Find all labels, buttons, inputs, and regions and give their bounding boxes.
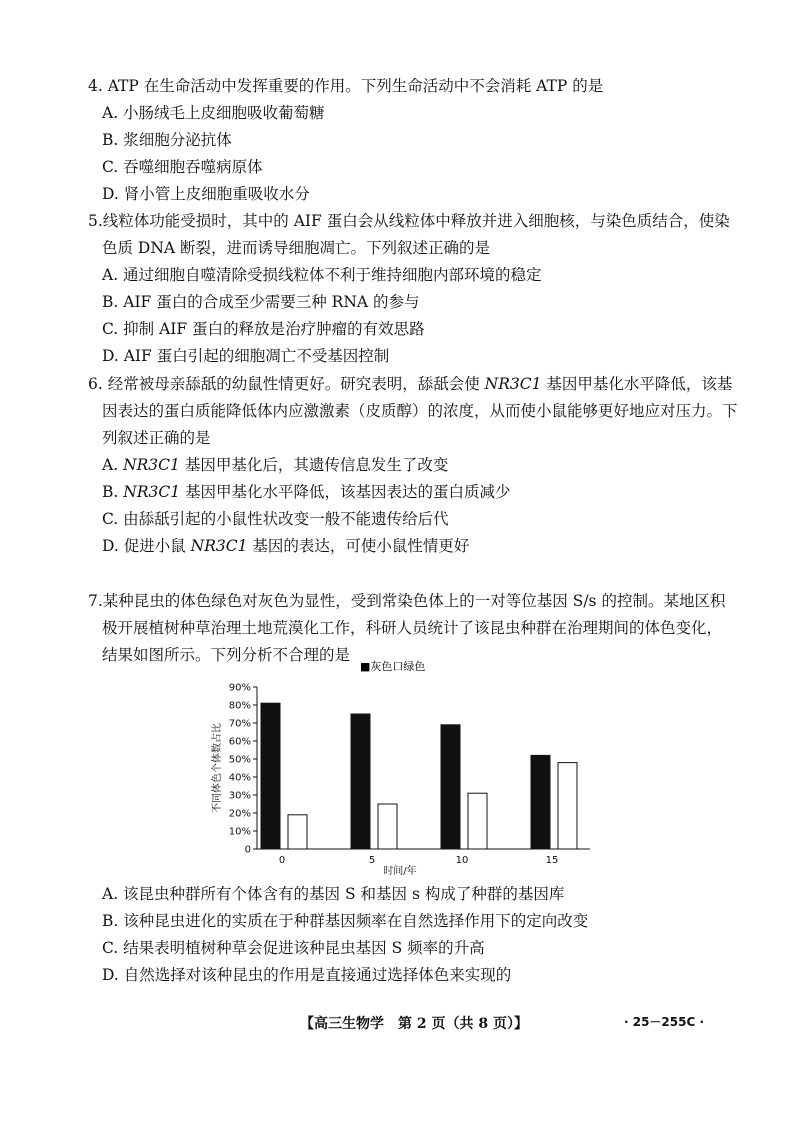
- y-axis-ticks: [229, 683, 257, 856]
- q5-stem-line-1: 5.线粒体功能受损时，其中的 AIF 蛋白会从线粒体中释放并进入细胞核，与染色质结合，使染: [88, 212, 730, 230]
- q5-option-a: A. 通过细胞自噬清除受损线粒体不利于维持细胞内部环境的稳定: [102, 266, 542, 284]
- footer-code: · 25－255C ·: [624, 1015, 705, 1029]
- x-tick-label: 10: [455, 855, 469, 866]
- bar-green: [288, 815, 307, 849]
- bar-green: [558, 763, 577, 849]
- q6-option-b-prefix: B.: [102, 483, 124, 501]
- y-tick-label: 0: [244, 844, 251, 856]
- question-6: [88, 373, 738, 557]
- q5-option-b: B. AIF 蛋白的合成至少需要三种 RNA 的参与: [102, 293, 420, 311]
- q5-stem-line-2: 色质 DNA 断裂，进而诱导细胞凋亡。下列叙述正确的是: [102, 239, 491, 257]
- q4-option-a: A. 小肠绒毛上皮细胞吸收葡萄糖: [102, 104, 325, 122]
- chart-legend: ■灰色口绿色: [360, 660, 426, 673]
- q7-stem-line-3: 结果如图所示。下列分析不合理的是: [102, 646, 351, 664]
- question-4: [88, 75, 728, 205]
- q6-option-a-text: 基因甲基化后，其遗传信息发生了改变: [179, 456, 449, 474]
- x-tick-label: 0: [278, 855, 286, 866]
- bar-gray: [531, 755, 550, 849]
- q5-option-d: D. AIF 蛋白引起的细胞凋亡不受基因控制: [102, 347, 390, 365]
- y-tick-label: 60%: [228, 736, 251, 748]
- bar-gray: [441, 725, 460, 849]
- gene-name: NR3C1: [123, 483, 181, 501]
- gene-name: NR3C1: [484, 375, 542, 393]
- y-tick-label: 50%: [228, 754, 251, 766]
- x-tick-label: 5: [368, 855, 376, 866]
- question-5: [88, 210, 728, 367]
- gene-name: NR3C1: [190, 537, 248, 555]
- q4-option-b: B. 浆细胞分泌抗体: [102, 131, 232, 149]
- x-tick-label: 15: [545, 855, 559, 866]
- q7-stem-line-2: 极开展植树种草治理土地荒漠化工作，科研人员统计了该昆虫种群在治理期间的体色变化，: [102, 619, 723, 637]
- y-tick-label: 40%: [228, 772, 251, 784]
- q6-stem-text-a: 6. 经常被母亲舔舐的幼鼠性情更好。研究表明，舔舐会使: [88, 375, 485, 393]
- y-tick-label: 80%: [228, 700, 251, 712]
- y-axis-label: 不同体色个体数占比: [212, 723, 223, 813]
- q4-stem: 4. ATP 在生命活动中发挥重要的作用。下列生命活动中不会消耗 ATP 的是: [88, 77, 604, 95]
- q7-option-b: B. 该种昆虫进化的实质在于种群基因频率在自然选择作用下的定向改变: [102, 912, 589, 930]
- q6-option-d: [102, 535, 742, 557]
- q6-stem-line-1: [88, 373, 733, 395]
- y-tick-label: 70%: [228, 718, 251, 730]
- bar-green: [468, 793, 487, 849]
- bar-chart: [190, 655, 600, 880]
- q7-option-d: D. 自然选择对该种昆虫的作用是直接通过选择体色来实现的: [102, 966, 512, 984]
- q6-option-c: C. 由舔舐引起的小鼠性状改变一般不能遗传给后代: [102, 510, 449, 528]
- bars: [261, 703, 577, 849]
- q7-option-a: A. 该昆虫种群所有个体含有的基因 S 和基因 s 构成了种群的基因库: [102, 885, 565, 903]
- q4-option-d: D. 肾小管上皮细胞重吸收水分: [102, 185, 310, 203]
- q7-stem-line-1: 7.某种昆虫的体色绿色对灰色为显性，受到常染色体上的一对等位基因 S/s 的控制。某地区积: [88, 592, 726, 610]
- bar-gray: [261, 703, 280, 849]
- gene-name: NR3C1: [123, 456, 180, 474]
- q6-stem-line-3: 列叙述正确的是: [102, 429, 211, 447]
- q6-option-a-prefix: A.: [102, 456, 124, 474]
- q6-option-d-prefix: D. 促进小鼠: [102, 537, 191, 555]
- y-tick-label: 20%: [228, 808, 251, 820]
- q5-option-c: C. 抑制 AIF 蛋白的释放是治疗肿瘤的有效思路: [102, 320, 425, 338]
- footer-page-info: 【高三生物学 第 2 页（共 8 页）】: [300, 1016, 528, 1032]
- x-axis-ticks: [279, 855, 559, 866]
- bar-gray: [351, 714, 370, 849]
- x-axis-label: 时间/年: [383, 866, 417, 877]
- question-7-options: [88, 883, 728, 986]
- y-tick-label: 10%: [228, 826, 251, 838]
- y-tick-label: 30%: [228, 790, 251, 802]
- q7-option-c: C. 结果表明植树种草会促进该种昆虫基因 S 频率的升高: [102, 939, 485, 957]
- q6-option-b-text: 基因甲基化水平降低，该基因表达的蛋白质减少: [180, 483, 511, 501]
- y-tick-label: 90%: [228, 682, 251, 694]
- q6-stem-text-b: 基因甲基化水平降低，该基: [541, 375, 733, 393]
- q6-option-b: [102, 481, 742, 503]
- bar-green: [378, 804, 397, 849]
- q4-option-c: C. 吞噬细胞吞噬病原体: [102, 158, 263, 176]
- q6-stem-line-2: 因表达的蛋白质能降低体内应激激素（皮质醇）的浓度，从而使小鼠能够更好地应对压力。下: [102, 402, 738, 420]
- q6-option-d-text: 基因的表达，可使小鼠性情更好: [247, 537, 470, 555]
- q6-option-a: [102, 454, 742, 476]
